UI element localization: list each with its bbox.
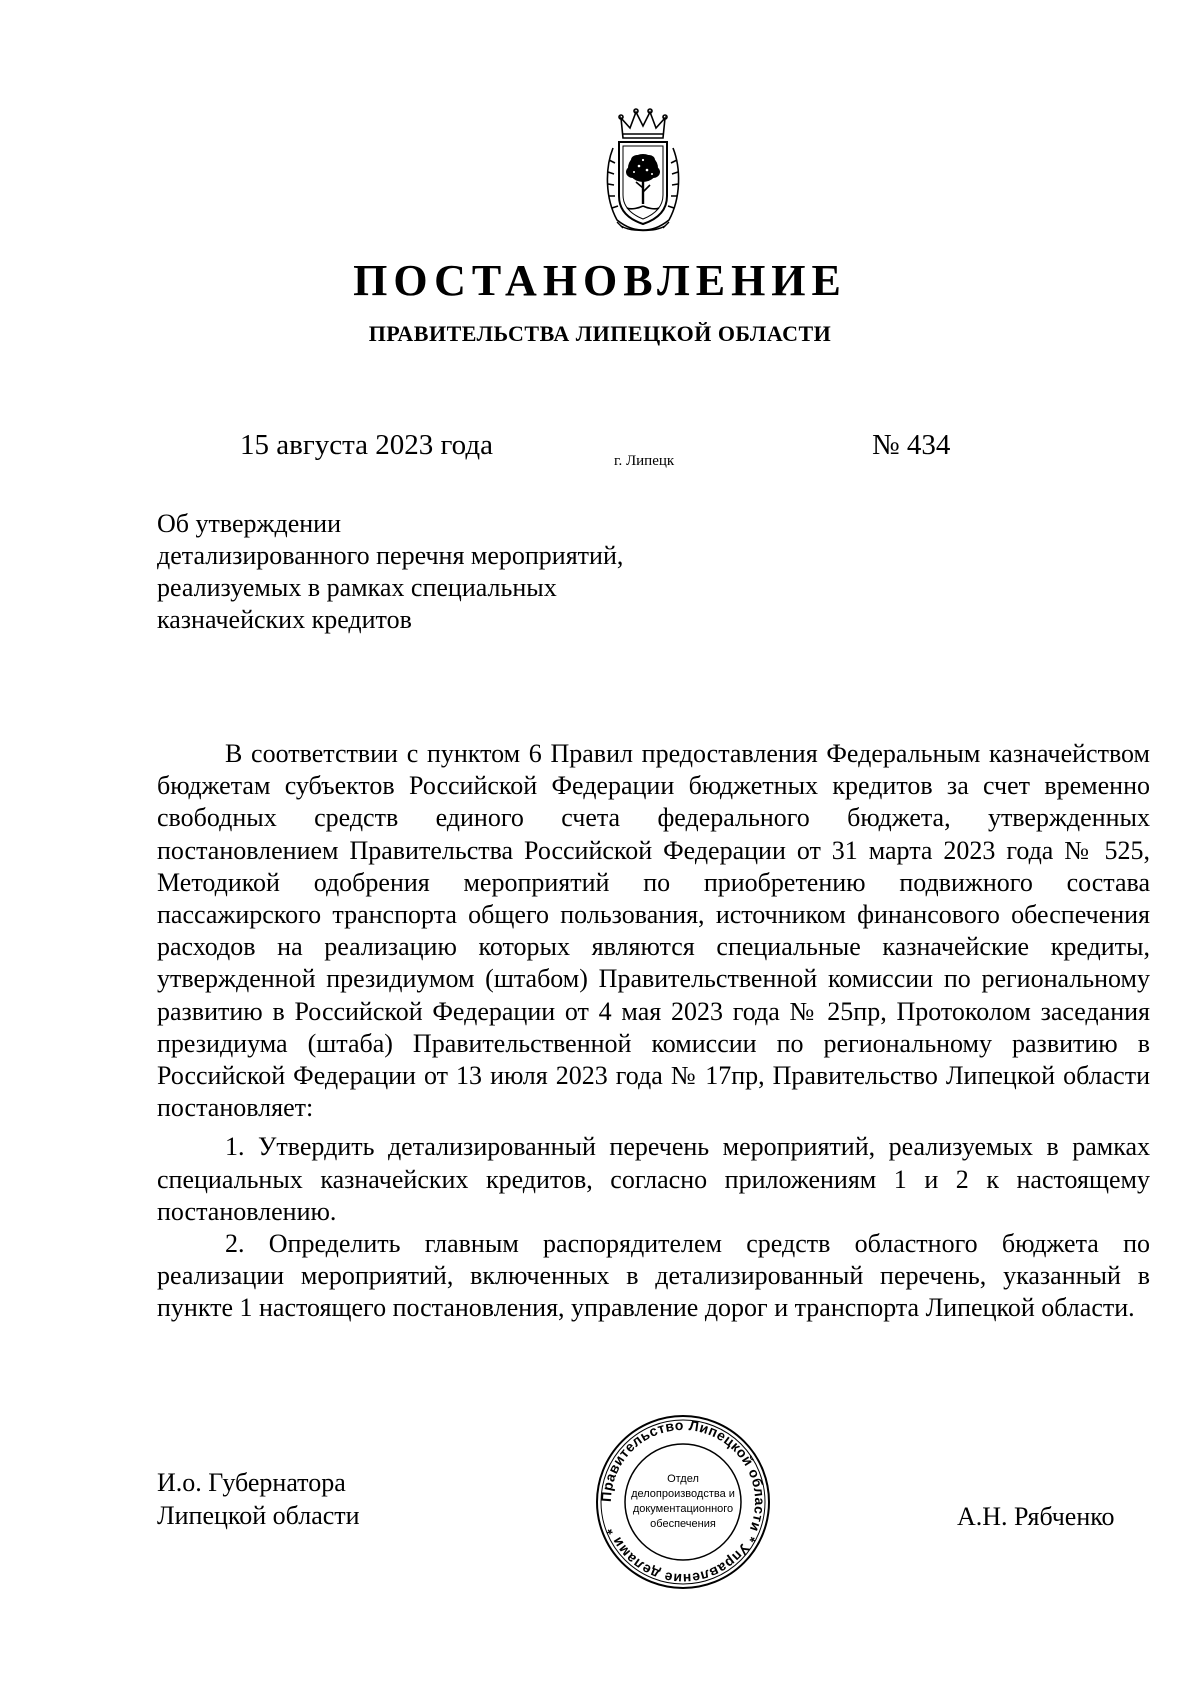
- stamp-inner-line: делопроизводства и: [631, 1488, 735, 1500]
- stamp-outer-text: Правительство Липецкой области * Управление делами *: [597, 1416, 769, 1588]
- preamble-paragraph: В соответствии с пунктом 6 Правил предоставления Федеральным казначейством бюджетам субъектов Российской Федерации бюджетных кредитов за счет временно свободных средств единого счета федерального бюджета, утвержденных постановлением Правительства Российской Федерации от 31 марта 2023 года № 525, Методикой одобрения мероприятий по приобретению подвижного состава пассажирского транспорта общего пользования, источником финансового обеспечения расходов на реализацию которых являются специальные казначейские кредиты, утвержденной президиумом (штабом) Правительственной комиссии по региональному развитию в Российской Федерации от 4 мая 2023 года № 25пр, Протоколом заседания президиума (штаба) Правительственной комиссии по региональному развитию в Российской Федерации от 13 июля 2023 года № 17пр, Правительство Липецкой области постановляет:: [157, 739, 1150, 1123]
- document-city: г. Липецк: [614, 453, 675, 469]
- svg-text:Правительство Липецкой области: [598, 1417, 768, 1587]
- official-stamp: [593, 1412, 773, 1592]
- subject-line: казначейских кредитов: [157, 605, 412, 634]
- stamp-inner-line: Отдел: [667, 1473, 699, 1485]
- subject-line: реализуемых в рамках специальных: [157, 573, 557, 602]
- signatory-position-line: Липецкой области: [157, 1501, 360, 1530]
- issuing-authority: ПРАВИТЕЛЬСТВА ЛИПЕЦКОЙ ОБЛАСТИ: [368, 321, 832, 346]
- signatory-position: [157, 1466, 360, 1532]
- resolution-item-1: 1. Утвердить детализированный перечень мероприятий, реализуемых в рамках специальных казначейских кредитов, согласно приложениям 1 и 2 к настоящему постановлению.: [157, 1132, 1150, 1226]
- document-title: ПОСТАНОВЛЕНИЕ: [353, 256, 847, 305]
- signatory-position-line: И.о. Губернатора: [157, 1468, 346, 1497]
- resolution-item-2: 2. Определить главным распорядителем средств областного бюджета по реализации мероприятий, включенных в детализированный перечень, указанный в пункте 1 настоящего постановления, управление дорог и транспорта Липецкой области.: [157, 1229, 1150, 1323]
- coat-of-arms-icon: [603, 108, 683, 234]
- document-number: № 434: [872, 429, 951, 461]
- subject-line: детализированного перечня мероприятий,: [157, 541, 624, 570]
- subject-line: Об утверждении: [157, 509, 342, 538]
- document-body: [157, 738, 1150, 1325]
- stamp-inner-line: обеспечения: [650, 1518, 716, 1530]
- document-subject: [157, 508, 757, 636]
- signatory-name: А.Н. Рябченко: [957, 1502, 1115, 1531]
- document-date: 15 августа 2023 года: [240, 429, 493, 461]
- stamp-inner-line: документационного: [632, 1503, 734, 1515]
